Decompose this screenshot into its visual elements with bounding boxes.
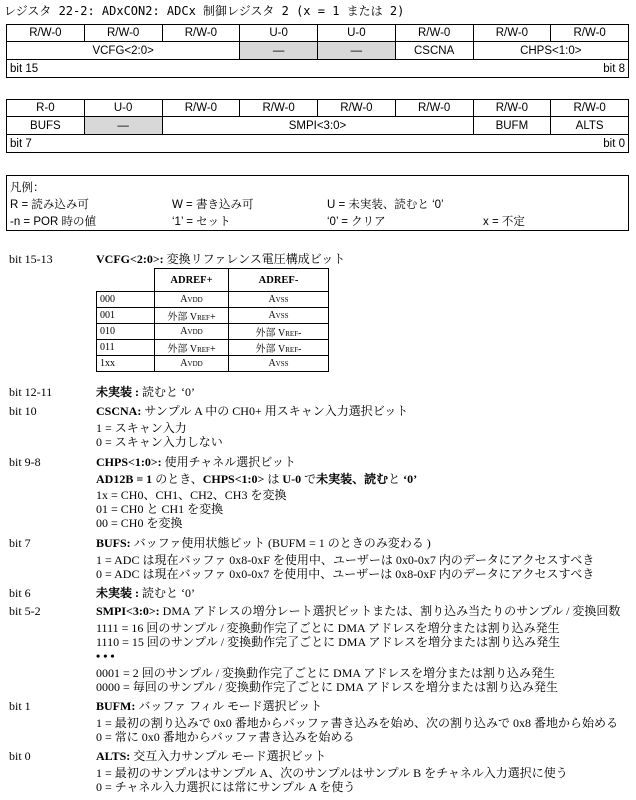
- bit-description: [96, 604, 620, 618]
- register-title: レジスタ 22-2: ADxCON2: ADCx 制御レジスタ 2 (x = 1 または 2): [4, 4, 405, 18]
- bit-value-line: 0000 = 毎回のサンプル / 変換動作完了ごとに DMA アドレスを増分または割り込み発生: [96, 680, 559, 694]
- bit-field-text: 変換リファレンス電圧構成ビット: [163, 252, 346, 266]
- legend-w: W = 書き込み可: [172, 199, 254, 211]
- field-alts: ALTS: [551, 117, 629, 135]
- access-cell: R/W-0: [84, 25, 162, 42]
- access-cell: R/W-0: [473, 100, 551, 117]
- bit-field-text: 交互入力サンプル モード選択ビット: [130, 749, 327, 763]
- note-text: と: [388, 472, 404, 486]
- access-row-low: [7, 100, 629, 117]
- vcfg-code: 010: [97, 324, 155, 340]
- note-text: は: [264, 472, 283, 486]
- bit-value-line: 01 = CH0 と CH1 を変換: [96, 502, 224, 516]
- field-vcfg: VCFG<2:0>: [7, 42, 240, 60]
- field-row-low: [7, 117, 629, 135]
- bit-label: bit 12-11: [9, 385, 53, 399]
- access-cell: R/W-0: [162, 25, 240, 42]
- bit-field-name: CHPS<1:0>:: [96, 455, 162, 469]
- note-bold: U-0: [282, 472, 302, 486]
- bit-description: [96, 385, 195, 399]
- vcfg-header-adref-plus: ADREF+: [155, 269, 229, 292]
- field-bufm: BUFM: [473, 117, 551, 135]
- bit-label: bit 15-13: [9, 252, 53, 266]
- table-row: [97, 308, 329, 324]
- access-cell: U-0: [84, 100, 162, 117]
- legend-u: U = 未実装、読むと ‘0’: [327, 199, 444, 211]
- bit-description: [96, 404, 408, 418]
- bit-right-label: bit 8: [603, 62, 625, 75]
- access-cell: R/W-0: [551, 100, 629, 117]
- bit-value-line: 0 = スキャン入力しない: [96, 435, 223, 449]
- vcfg-code: 1xx: [97, 356, 155, 372]
- vcfg-code: 001: [97, 308, 155, 324]
- field-chps: CHPS<1:0>: [473, 42, 629, 60]
- bit-field-name: VCFG<2:0>:: [96, 252, 164, 266]
- bit-note: [96, 472, 417, 486]
- bit-description: [96, 749, 326, 763]
- bit-field-text: 使用チャネル選択ビット: [161, 455, 296, 469]
- note-bold: ‘0’: [403, 472, 418, 486]
- field-unimplemented: —: [318, 42, 396, 60]
- vcfg-adref-plus: Avdd: [155, 292, 229, 308]
- bit-range-row-high: [7, 60, 629, 78]
- bit-label: bit 10: [9, 404, 37, 418]
- bit-label: bit 7: [9, 536, 31, 550]
- bit-value-line: 1x = CH0、CH1、CH2、CH3 を変換: [96, 488, 287, 502]
- bit-value-line: 0 = 常に 0x0 番地からバッファ書き込みを始める: [96, 730, 355, 744]
- bit-left-label: bit 15: [10, 62, 39, 75]
- bit-field-text: 読むと ‘0’: [139, 586, 195, 600]
- legend-box: [6, 175, 629, 231]
- vcfg-adref-minus: Avss: [229, 308, 329, 324]
- register-table-low: [6, 99, 629, 153]
- vcfg-table: [96, 268, 329, 372]
- legend-r: R = 読み込み可: [10, 199, 89, 211]
- vcfg-adref-plus: Avdd: [155, 356, 229, 372]
- access-cell: R/W-0: [240, 100, 318, 117]
- bit-label: bit 6: [9, 586, 31, 600]
- bit-value-line: 0 = チャネル入力選択には常にサンプル A を使う: [96, 780, 356, 794]
- access-cell: U-0: [318, 25, 396, 42]
- bit-value-line: 1110 = 15 回のサンプル / 変換動作完了ごとに DMA アドレスを増分または割り込み発生: [96, 635, 561, 649]
- bit-description: [96, 252, 345, 266]
- bit-field-name: CSCNA:: [96, 404, 142, 418]
- legend-title: 凡例：: [10, 182, 45, 194]
- bit-field-text: 読むと ‘0’: [139, 385, 195, 399]
- access-cell: R/W-0: [162, 100, 240, 117]
- vcfg-code: 000: [97, 292, 155, 308]
- vcfg-adref-minus: Avss: [229, 356, 329, 372]
- note-bold: CHPS<1:0>: [202, 472, 265, 486]
- field-cscna: CSCNA: [395, 42, 473, 60]
- field-smpi: SMPI<3:0>: [162, 117, 473, 135]
- table-row: [97, 340, 329, 356]
- vcfg-adref-plus: 外部 Vref+: [155, 340, 229, 356]
- access-cell: R/W-0: [318, 100, 396, 117]
- table-row: [97, 292, 329, 308]
- note-text: で: [301, 472, 317, 486]
- bit-value-line: 0 = ADC は現在バッファ 0x0-0x7 を使用中、ユーザーは 0x8-0xF 内のデータにアクセスすべき: [96, 567, 595, 581]
- bit-field-text: DMA アドレスの増分レート選択ビットまたは、割り込み当たりのサンプル / 変換回数: [159, 604, 621, 618]
- legend-clear: ‘0’ = クリア: [327, 216, 386, 228]
- legend-por: -n = POR 時の値: [10, 216, 96, 228]
- bit-field-text: サンプル A 中の CH0+ 用スキャン入力選択ビット: [141, 404, 409, 418]
- field-bufs: BUFS: [7, 117, 85, 135]
- note-bold: 未実装、読む: [316, 472, 389, 486]
- bit-right-label: bit 0: [603, 137, 625, 150]
- bit-value-line: 1 = スキャン入力: [96, 421, 187, 435]
- bit-label: bit 5-2: [9, 604, 41, 618]
- bit-description: [96, 586, 195, 600]
- bit-left-label: bit 7: [10, 137, 32, 150]
- bit-description: [96, 699, 322, 713]
- legend-unknown: x = 不定: [483, 216, 525, 228]
- access-cell: R/W-0: [395, 25, 473, 42]
- bit-value-line: 1 = 最初のサンプルはサンプル A、次のサンプルはサンプル B をチャネル入力選択に使う: [96, 766, 568, 780]
- table-row: [97, 356, 329, 372]
- access-cell: U-0: [240, 25, 318, 42]
- bit-value-line: 0001 = 2 回のサンプル / 変換動作完了ごとに DMA アドレスを増分または割り込み発生: [96, 666, 556, 680]
- field-row-high: [7, 42, 629, 60]
- bit-field-name: 未実装 :: [96, 586, 139, 600]
- bit-value-line: 1 = ADC は現在バッファ 0x8-0xF を使用中、ユーザーは 0x0-0x7 内のデータにアクセスすべき: [96, 553, 595, 567]
- access-cell: R/W-0: [7, 25, 85, 42]
- bit-field-text: バッファ使用状態ビット (BUFM = 1 のときのみ変わる ): [130, 536, 431, 550]
- bit-description: [96, 455, 296, 469]
- bit-value-line: 1 = 最初の割り込みで 0x0 番地からバッファ書き込みを始め、次の割り込みで 0x8 番地から始める: [96, 716, 619, 730]
- note-bold: AD12B = 1: [96, 472, 153, 486]
- bit-field-name: ALTS:: [96, 749, 131, 763]
- access-cell: R/W-0: [395, 100, 473, 117]
- bit-field-name: 未実装 :: [96, 385, 139, 399]
- vcfg-adref-minus: Avss: [229, 292, 329, 308]
- bit-description: [96, 536, 431, 550]
- table-row: [97, 324, 329, 340]
- access-cell: R-0: [7, 100, 85, 117]
- register-table-high: [6, 24, 629, 78]
- bit-label: bit 1: [9, 699, 31, 713]
- field-unimplemented: —: [240, 42, 318, 60]
- bit-label: bit 9-8: [9, 455, 41, 469]
- vcfg-adref-plus: Avdd: [155, 324, 229, 340]
- bit-value-line: 00 = CH0 を変換: [96, 516, 183, 530]
- legend-set: ‘1’ = セット: [172, 216, 231, 228]
- vcfg-code: 011: [97, 340, 155, 356]
- vcfg-header-adref-minus: ADREF-: [229, 269, 329, 292]
- bit-value-line: 1111 = 16 回のサンプル / 変換動作完了ごとに DMA アドレスを増分または割り込み発生: [96, 621, 560, 635]
- bit-field-name: SMPI<3:0>:: [96, 604, 160, 618]
- vcfg-header-blank: [97, 269, 155, 292]
- vcfg-adref-minus: 外部 Vref-: [229, 340, 329, 356]
- vcfg-adref-minus: 外部 Vref-: [229, 324, 329, 340]
- bit-field-name: BUFM:: [96, 699, 136, 713]
- access-row-high: [7, 25, 629, 42]
- note-text: のとき、: [152, 472, 203, 486]
- bit-label: bit 0: [9, 749, 31, 763]
- bit-field-name: BUFS:: [96, 536, 131, 550]
- access-cell: R/W-0: [551, 25, 629, 42]
- vcfg-adref-plus: 外部 Vref+: [155, 308, 229, 324]
- access-cell: R/W-0: [473, 25, 551, 42]
- ellipsis-dots: • • •: [96, 649, 115, 663]
- field-unimplemented: —: [84, 117, 162, 135]
- bit-range-row-low: [7, 135, 629, 153]
- bit-field-text: バッファ フィル モード選択ビット: [135, 699, 323, 713]
